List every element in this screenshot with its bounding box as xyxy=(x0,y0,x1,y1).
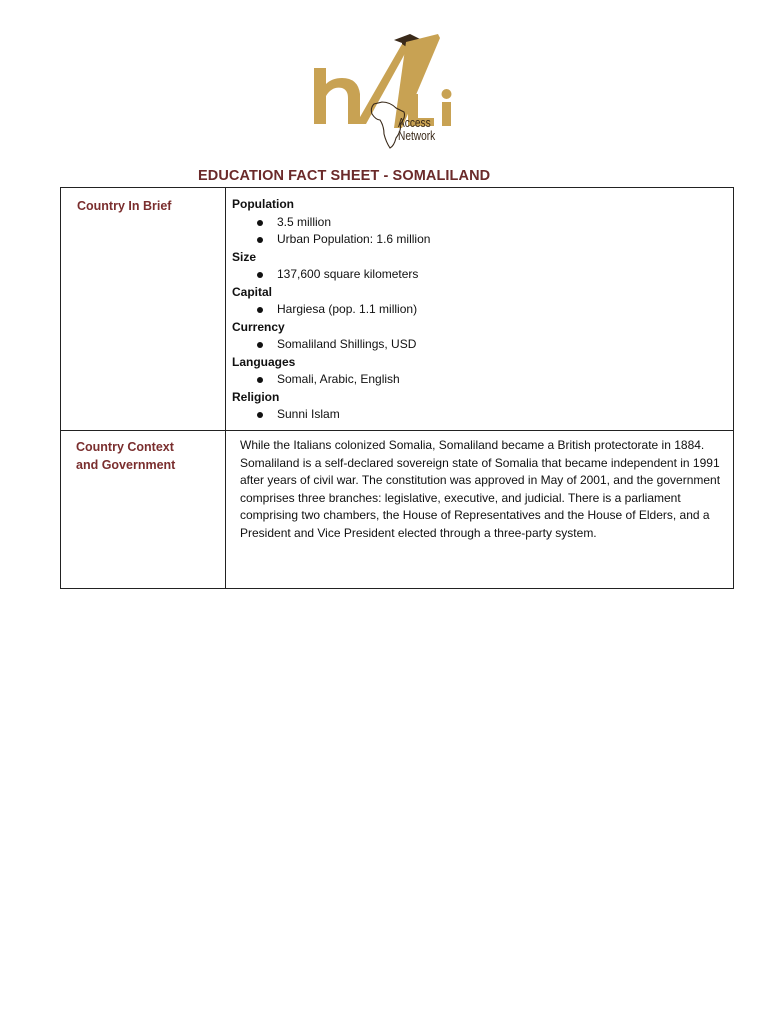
list-item: Hargiesa (pop. 1.1 million) xyxy=(232,301,733,319)
population-list xyxy=(232,214,733,249)
section-heading-population: Population xyxy=(232,197,294,211)
size-list xyxy=(232,266,733,284)
row-label: Country Context and Government xyxy=(76,440,176,472)
list-item: 137,600 square kilometers xyxy=(232,266,733,284)
country-context-text: While the Italians colonized Somalia, Somaliland became a British protectorate in 1884. Somaliland is a self-declared sovereign state of Somalia that became independent in 1991 after years of civil war. The constitution was approved in May of 2001, and the government comprises three branches: legislative, executive, and judicial. There is a parliament comprising two chambers, the House of Representatives and the House of Elders, and a President and Vice President elected through a three-party system. xyxy=(240,438,721,540)
logo-text-network: Network xyxy=(398,128,436,143)
page-title: EDUCATION FACT SHEET - SOMALILAND xyxy=(198,168,491,184)
table-row-country-context xyxy=(61,431,734,589)
row-content-cell xyxy=(226,188,734,431)
row-label-cell xyxy=(61,188,226,431)
religion-list xyxy=(232,406,733,424)
list-item: Sunni Islam xyxy=(232,406,733,424)
row-label-cell xyxy=(61,431,226,589)
section-heading-size: Size xyxy=(232,249,257,264)
row-content-cell xyxy=(226,431,734,589)
country-brief xyxy=(226,188,733,424)
table-row-country-in-brief xyxy=(61,188,734,431)
section-heading-capital: Capital xyxy=(232,284,273,299)
list-item: Somaliland Shillings, USD xyxy=(232,336,733,354)
section-heading-currency: Currency xyxy=(232,319,285,334)
logo-subtitle xyxy=(398,116,435,142)
list-item: Urban Population: 1.6 million xyxy=(232,231,733,249)
hali-access-network-logo xyxy=(310,28,470,156)
capital-list xyxy=(232,301,733,319)
list-item: Somali, Arabic, English xyxy=(232,371,733,389)
section-heading-languages: Languages xyxy=(232,354,296,369)
fact-table xyxy=(60,187,734,589)
currency-list xyxy=(232,336,733,354)
languages-list xyxy=(232,371,733,389)
section-heading-religion: Religion xyxy=(232,389,280,404)
logo-text-access: Access xyxy=(398,115,431,130)
list-item: 3.5 million xyxy=(232,214,733,232)
row-label: Country In Brief xyxy=(77,199,172,213)
